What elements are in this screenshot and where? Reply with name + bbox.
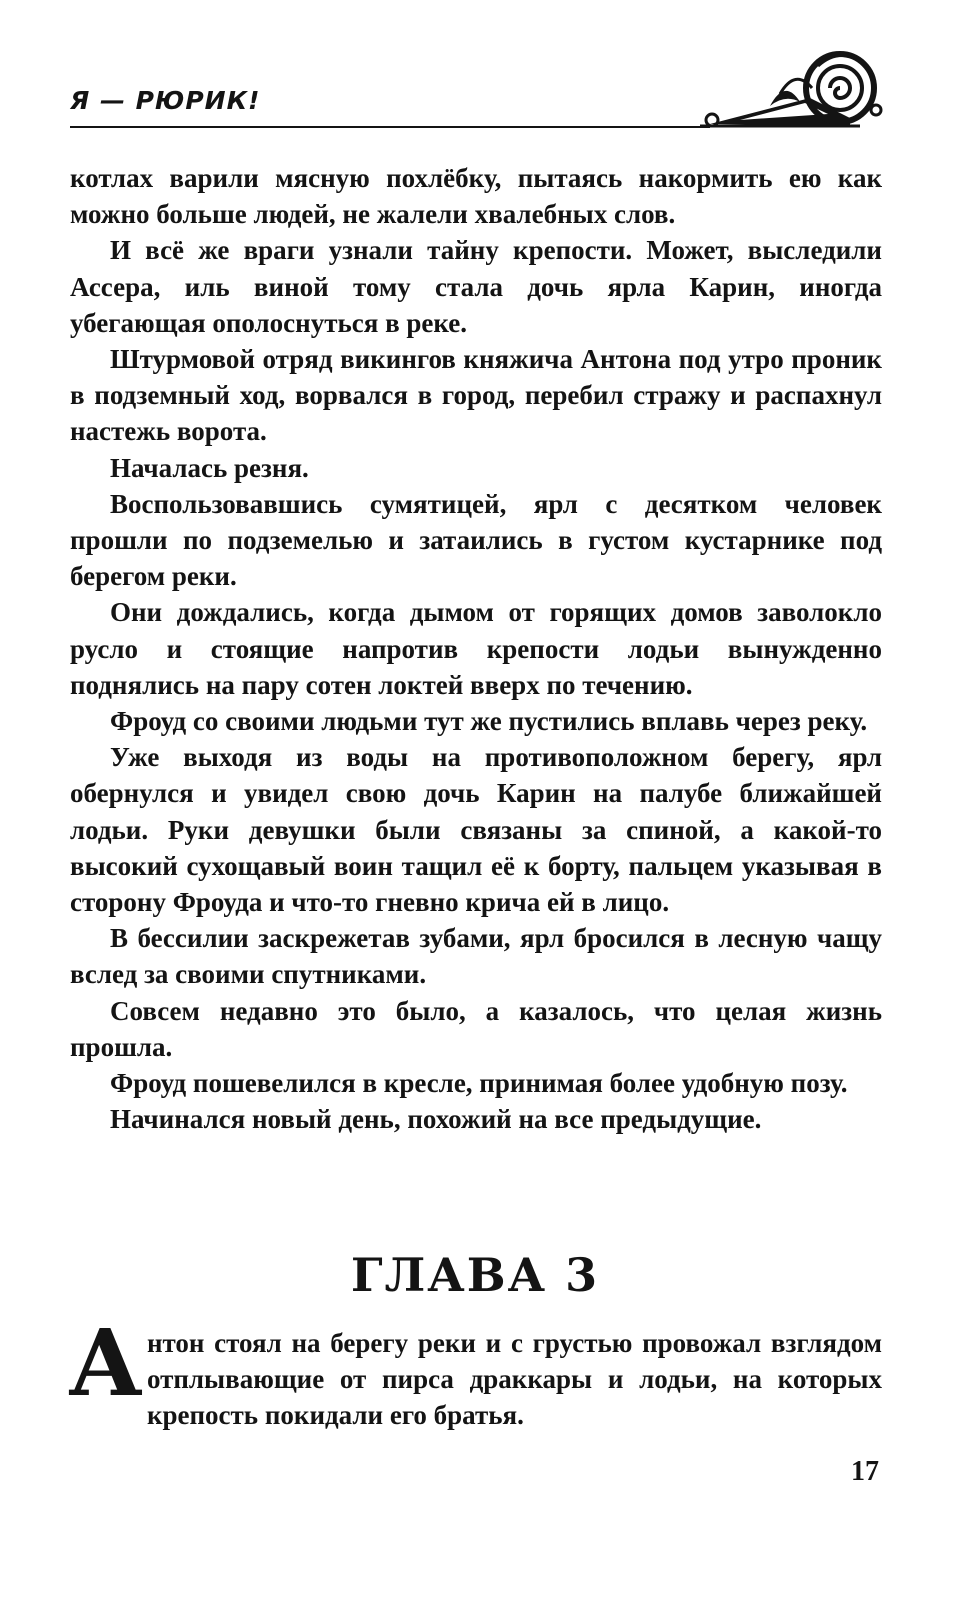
paragraph-6: Они дождались, когда дымом от горящих домов заволокло русло и стоящие напротив крепости лодьи вынужденно поднялись на пару сотен локтей вверх по течению. <box>70 597 882 700</box>
paragraph-11: Фроуд пошевелился в кресле, принимая более удобную позу. <box>110 1068 848 1099</box>
drop-cap-letter: А <box>68 1309 143 1417</box>
paragraph-12: Начинался новый день, похожий на все предыдущие. <box>110 1104 762 1135</box>
paragraph-8: Уже выходя из воды на противоположном берегу, ярл обернулся и увидел свою дочь Карин на палубе ближайшей лодьи. Руки девушки были связаны за спиной, а какой-то высокий сухощавый воин тащил её к борту, пальцем указывая в сторону Фроуда и что-то гневно крича ей в лицо. <box>70 742 882 918</box>
paragraph-3: Штурмовой отряд викингов княжича Антона под утро проник в подземный ход, ворвался в город, перебил стражу и распахнул настежь ворота. <box>70 344 882 447</box>
chapter-title: ГЛАВА 3 <box>350 1248 600 1302</box>
chapter-opening-text: нтон стоял на берегу реки и с грустью провожал взглядом отплывающие от пирса драккары и лодьи, на которых крепость покидали его братья. <box>146 1328 882 1431</box>
paragraph-9: В бессилии заскрежетав зубами, ярл бросился в лесную чащу вслед за своими спутниками. <box>70 923 882 990</box>
paragraph-4: Началась резня. <box>110 452 309 483</box>
paragraph-1: котлах варили мясную похлёбку, пытаясь накормить ею как можно больше людей, не жалели хвалебных слов. <box>70 163 882 230</box>
paragraph-7: Фроуд со своими людьми тут же пустились вплавь через реку. <box>110 706 868 737</box>
header-scroll-ornament-icon <box>700 48 885 134</box>
paragraph-10: Совсем недавно это было, а казалось, что целая жизнь прошла. <box>70 995 882 1062</box>
chapter-opening <box>68 1309 882 1434</box>
header-rule <box>70 126 710 128</box>
running-header-title: Я — РЮРИК! <box>70 86 261 115</box>
paragraph-5: Воспользовавшись сумятицей, ярл с десятком человек прошли по подземелью и затаились в густом кустарнике под берегом реки. <box>70 488 882 592</box>
page-number: 17 <box>851 1456 879 1487</box>
body-text <box>70 160 882 1137</box>
paragraph-2: И всё же враги узнали тайну крепости. Может, выследили Ассера, иль виной тому стала дочь ярла Карин, иногда убегающая ополоснуться в реке. <box>70 235 882 338</box>
